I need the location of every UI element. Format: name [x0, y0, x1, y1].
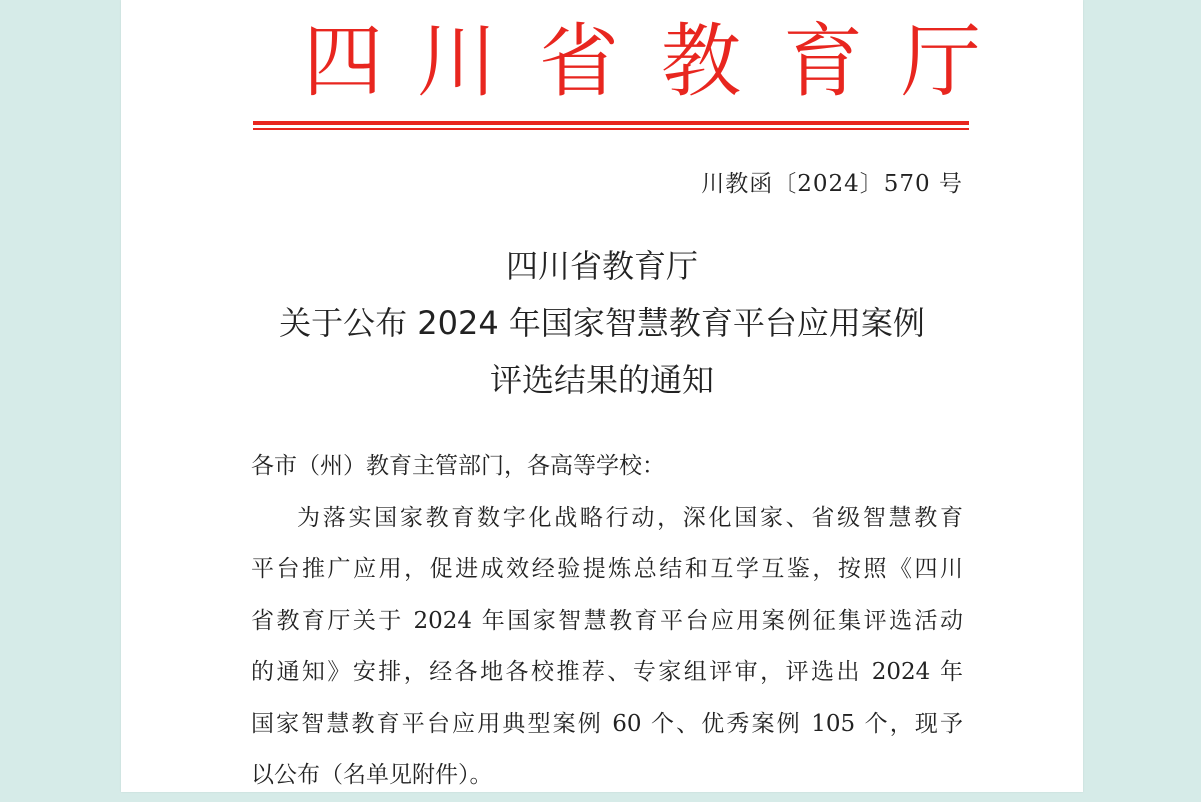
document-number: 川教函〔2024〕570 号: [701, 171, 963, 197]
letterhead-char: 四: [303, 15, 383, 108]
paragraph-line: 平台推广应用，促进成效经验提炼总结和互学互鉴，按照《四川: [251, 556, 963, 582]
notice-title: [121, 238, 1083, 409]
letterhead-title: [121, 14, 1083, 110]
salutation: 各市（州）教育主管部门，各高等学校：: [251, 453, 665, 479]
letterhead-char: 省: [539, 15, 619, 108]
notice-title-line: 关于公布 2024 年国家智慧教育平台应用案例: [279, 304, 925, 342]
letterhead-char: 育: [783, 15, 863, 108]
document-page: [121, 0, 1083, 792]
paragraph-line: 为落实国家教育数字化战略行动，深化国家、省级智慧教育: [297, 504, 963, 531]
notice-title-line: 四川省教育厅: [505, 247, 698, 285]
paragraph-line: 以公布（名单见附件）。: [251, 762, 493, 788]
letterhead-rule-thin: [253, 128, 969, 130]
paragraph-line: 的通知》安排，经各地各校推荐、专家组评审，评选出 2024 年: [251, 659, 963, 685]
paragraph-line: 国家智慧教育平台应用典型案例 60 个、优秀案例 105 个，现予: [251, 710, 963, 737]
letterhead-char: 川: [417, 15, 497, 108]
letterhead-rule-thick: [253, 121, 969, 125]
notice-title-line: 评选结果的通知: [489, 361, 714, 399]
paragraph-line: 省教育厅关于 2024 年国家智慧教育平台应用案例征集评选活动: [251, 607, 963, 634]
notice-body: [251, 441, 963, 802]
letterhead-char: 教: [661, 15, 741, 108]
letterhead-char: 厅: [901, 15, 981, 108]
